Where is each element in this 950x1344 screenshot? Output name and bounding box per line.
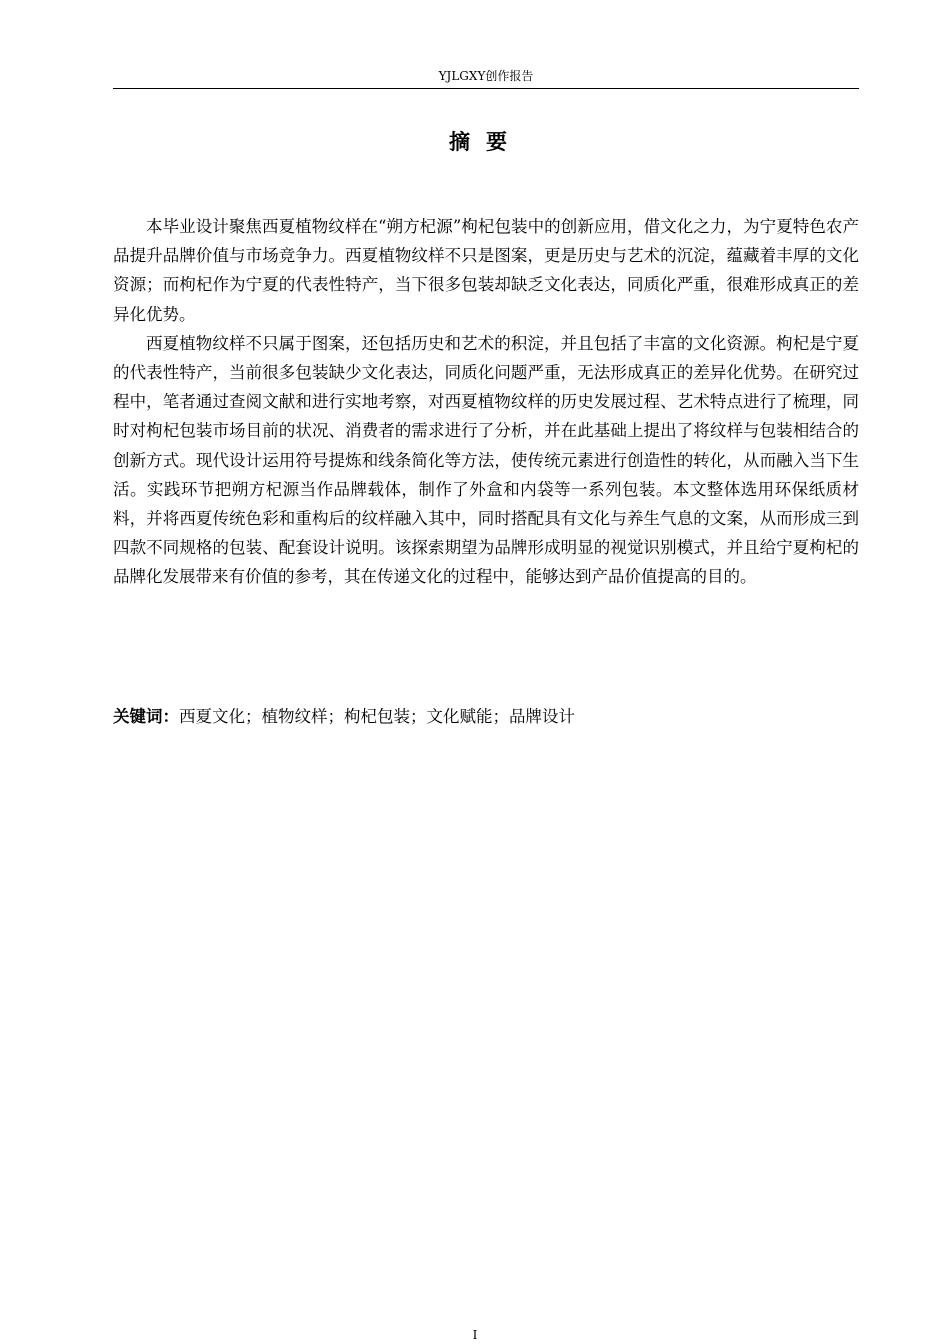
header-text: YJLGXY创作报告 [438, 69, 534, 83]
keywords-line [113, 702, 859, 731]
abstract-paragraph-1: 本毕业设计聚焦西夏植物纹样在“朔方杞源”枸杞包装中的创新应用，借文化之力，为宁夏特色农产品提升品牌价值与市场竞争力。西夏植物纹样不只是图案，更是历史与艺术的沉淀，蕴藏着丰厚的文化资源；而枸杞作为宁夏的代表性特产，当下很多包装却缺乏文化表达，同质化严重，很难形成真正的差异化优势。 [113, 217, 859, 324]
abstract-body [113, 212, 859, 592]
page-header [113, 66, 859, 89]
keywords-label: 关键词： [113, 707, 179, 726]
page-number: I [472, 1328, 478, 1342]
page-title: 摘要 [449, 130, 523, 154]
abstract-paragraph-2: 西夏植物纹样不只属于图案，还包括历史和艺术的积淀，并且包括了丰富的文化资源。枸杞是宁夏的代表性特产，当前很多包装缺少文化表达，同质化问题严重，无法形成真正的差异化优势。在研究过程中，笔者通过查阅文献和进行实地考察，对西夏植物纹样的历史发展过程、艺术特点进行了梳理，同时对枸杞包装市场目前的状况、消费者的需求进行了分析，并在此基础上提出了将纹样与包装相结合的创新方式。现代设计运用符号提炼和线条简化等方法，使传统元素进行创造性的转化，从而融入当下生活。实践环节把朔方杞源当作品牌载体，制作了外盒和内袋等一系列包装。本文整体选用环保纸质材料，并将西夏传统色彩和重构后的纹样融入其中，同时搭配具有文化与养生气息的文案，从而形成三到四款不同规格的包装、配套设计说明。该探索期望为品牌形成明显的视觉识别模式，并且给宁夏枸杞的品牌化发展带来有价值的参考，其在传递文化的过程中，能够达到产品价值提高的目的。 [113, 333, 859, 587]
keywords-value: 西夏文化；植物纹样；枸杞包装；文化赋能；品牌设计 [179, 707, 575, 726]
